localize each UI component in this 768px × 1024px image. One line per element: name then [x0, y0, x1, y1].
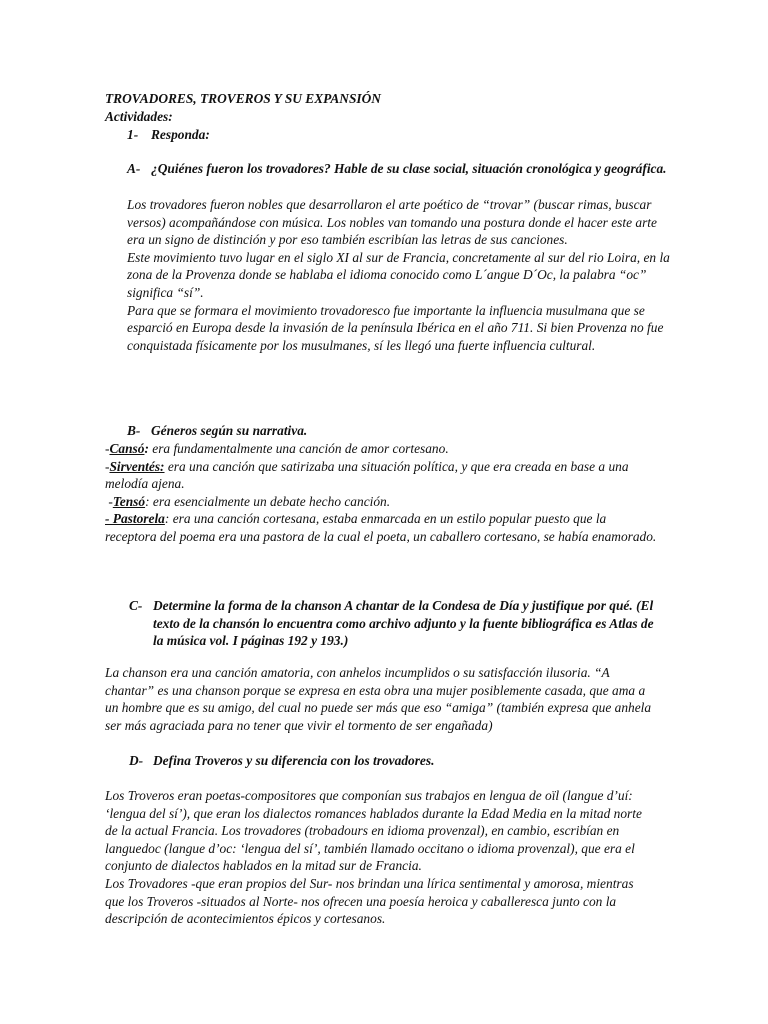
- genre-definition: era una canción que satirizaba una situación política, y que era creada en base a una melodía ajena.: [105, 458, 629, 492]
- genre-tenso: [105, 493, 660, 511]
- genre-list: [105, 440, 660, 546]
- genre-term: Sirventés:: [109, 458, 165, 474]
- section-c-answer: [105, 664, 655, 734]
- genre-definition: era esencialmente un debate hecho canción.: [149, 493, 391, 509]
- genre-sirventes: [105, 458, 660, 493]
- section-a-paragraph: Los trovadores fueron nobles que desarrollaron el arte poético de “trovar” (buscar rimas, buscar versos) acompañándose con música. Los nobles van tomando una postura donde el hacer este arte era un signo de distinción y por eso también escribían las letras de sus canciones.: [127, 197, 657, 248]
- activities-heading: Actividades:: [105, 109, 173, 124]
- section-d-answer: [105, 787, 655, 928]
- section-b-question: [127, 422, 667, 440]
- item-number: 1-: [127, 127, 139, 142]
- genre-canso: [105, 440, 660, 458]
- section-b-question-text: Géneros según su narrativa.: [151, 423, 308, 438]
- genre-colon: :: [145, 493, 150, 509]
- section-c-question: [129, 597, 659, 650]
- genre-colon: :: [144, 441, 149, 456]
- section-c-answer-text: La chanson era una canción amatoria, con anhelos incumplidos o su satisfacción ilusoria. “A chantar” es una chanson porque se expresa en esta obra una mujer posiblemente casada, que ama a un hombre que es su amigo, del cual no puede ser más que eso “amiga” (también expresa que anhela ser más agraciada para no tener que vivir el tormento de ser engañada): [105, 665, 652, 733]
- genre-term: Tensó: [112, 493, 146, 509]
- section-b-label: B-: [127, 423, 141, 438]
- section-d-question-text: Defina Troveros y su diferencia con los trovadores.: [153, 753, 435, 768]
- section-a-label: A-: [127, 161, 141, 176]
- section-d-paragraph: Los Troveros eran poetas-compositores que componían sus trabajos en lengua de oïl (langue d’uí: ‘lengua del sí’), que eran los dialectos romances hablados durante la Edad Media en la mitad norte de la actual Francia. Los trovadores (trobadours en idioma provenzal), en cambio, escribían en languedoc (langue d’oc: ‘lengua del sí’, también llamado occitano o idioma provenzal), que era el conjunto de dialectos hablados en la mitad sur de Francia.: [105, 788, 642, 874]
- section-a-paragraph: Para que se formara el movimiento trovadoresco fue importante la influencia musulmana que se esparció en Europa desde la invasión de la península Ibérica en el año 711. Si bien Provenza no fue conquistada físicamente por los musulmanes, sí les llegó una fuerte influencia cultural.: [127, 302, 664, 353]
- genre-definition: era una canción cortesana, estaba enmarcada en un estilo popular puesto que la receptora del poema era una pastora de la cual el poeta, un caballero cortesano, se había enamorado.: [105, 511, 657, 544]
- genre-prefix: -: [105, 493, 113, 509]
- genre-term: - Pastorela: [105, 511, 165, 527]
- section-a-question-text: ¿Quiénes fueron los trovadores? Hable de su clase social, situación cronológica y geográfica.: [151, 161, 667, 176]
- genre-definition: era fundamentalmente una canción de amor cortesano.: [148, 441, 449, 456]
- section-a-paragraph: Este movimiento tuvo lugar en el siglo XI al sur de Francia, concretamente al sur del rio Loira, en la zona de la Provenza donde se hablaba el idioma conocido como L´angue D´Oc, la palabra “oc” significa “sí”.: [127, 249, 670, 300]
- genre-prefix: -: [105, 441, 110, 456]
- genre-term: Cansó: [109, 441, 145, 456]
- genre-prefix: -: [105, 458, 110, 474]
- section-d-paragraph: Los Trovadores -que eran propios del Sur- nos brindan una lírica sentimental y amorosa, mientras que los Troveros -situados al Norte- nos ofrecen una poesía heroica y caballeresca junto con la descripción de acontecimientos épicos y cortesanos.: [105, 875, 634, 927]
- section-d-question: [129, 752, 669, 770]
- section-a-answer: [127, 196, 672, 354]
- item-label: Responda:: [151, 127, 210, 142]
- section-c-label: C-: [129, 598, 143, 613]
- section-d-label: D-: [129, 753, 144, 768]
- genre-pastorela: [105, 510, 660, 545]
- section-a-question: [127, 160, 667, 178]
- section-c-question-text: Determine la forma de la chanson A chantar de la Condesa de Día y justifique por qué. (El texto de la chansón lo encuentra como archivo adjunto y la fuente bibliográfica es Atlas de la música vol. I páginas 192 y 193.): [153, 598, 654, 649]
- item-heading: [127, 126, 687, 144]
- genre-colon: :: [164, 511, 170, 527]
- document-title: TROVADORES, TROVEROS Y SU EXPANSIÓN: [105, 91, 381, 106]
